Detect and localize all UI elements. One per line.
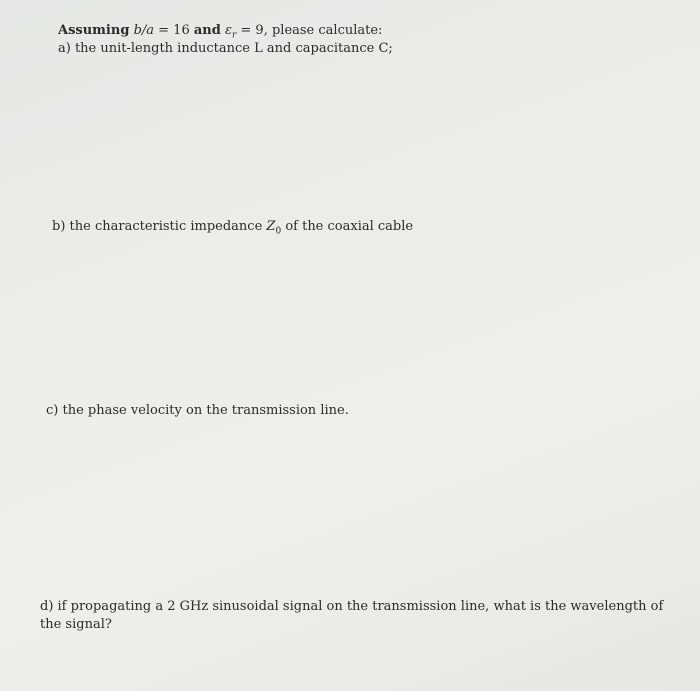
question-d: d) if propagating a 2 GHz sinusoidal signal on the transmission line, what is the wavelength of the signal? <box>40 599 664 632</box>
intro-eps-sub: r <box>231 30 237 41</box>
question-b-after: of the coaxial cable <box>281 219 414 234</box>
intro-ratio: b/a <box>133 23 155 38</box>
question-c: c) the phase velocity on the transmission line. <box>46 403 349 418</box>
intro-eq1: = 16 <box>154 23 194 38</box>
intro-and: and <box>193 23 221 38</box>
intro-eps: ε <box>224 23 232 38</box>
question-b-symbol-sub: 0 <box>275 226 282 237</box>
question-b-symbol: Z <box>266 219 276 234</box>
intro-eq2: = 9, please calculate: <box>236 23 383 38</box>
intro-lead: Assuming <box>58 23 130 38</box>
question-a: a) the unit-length inductance L and capacitance C; <box>58 41 393 56</box>
question-b <box>52 218 413 241</box>
question-b-before: b) the characteristic impedance <box>52 219 267 234</box>
